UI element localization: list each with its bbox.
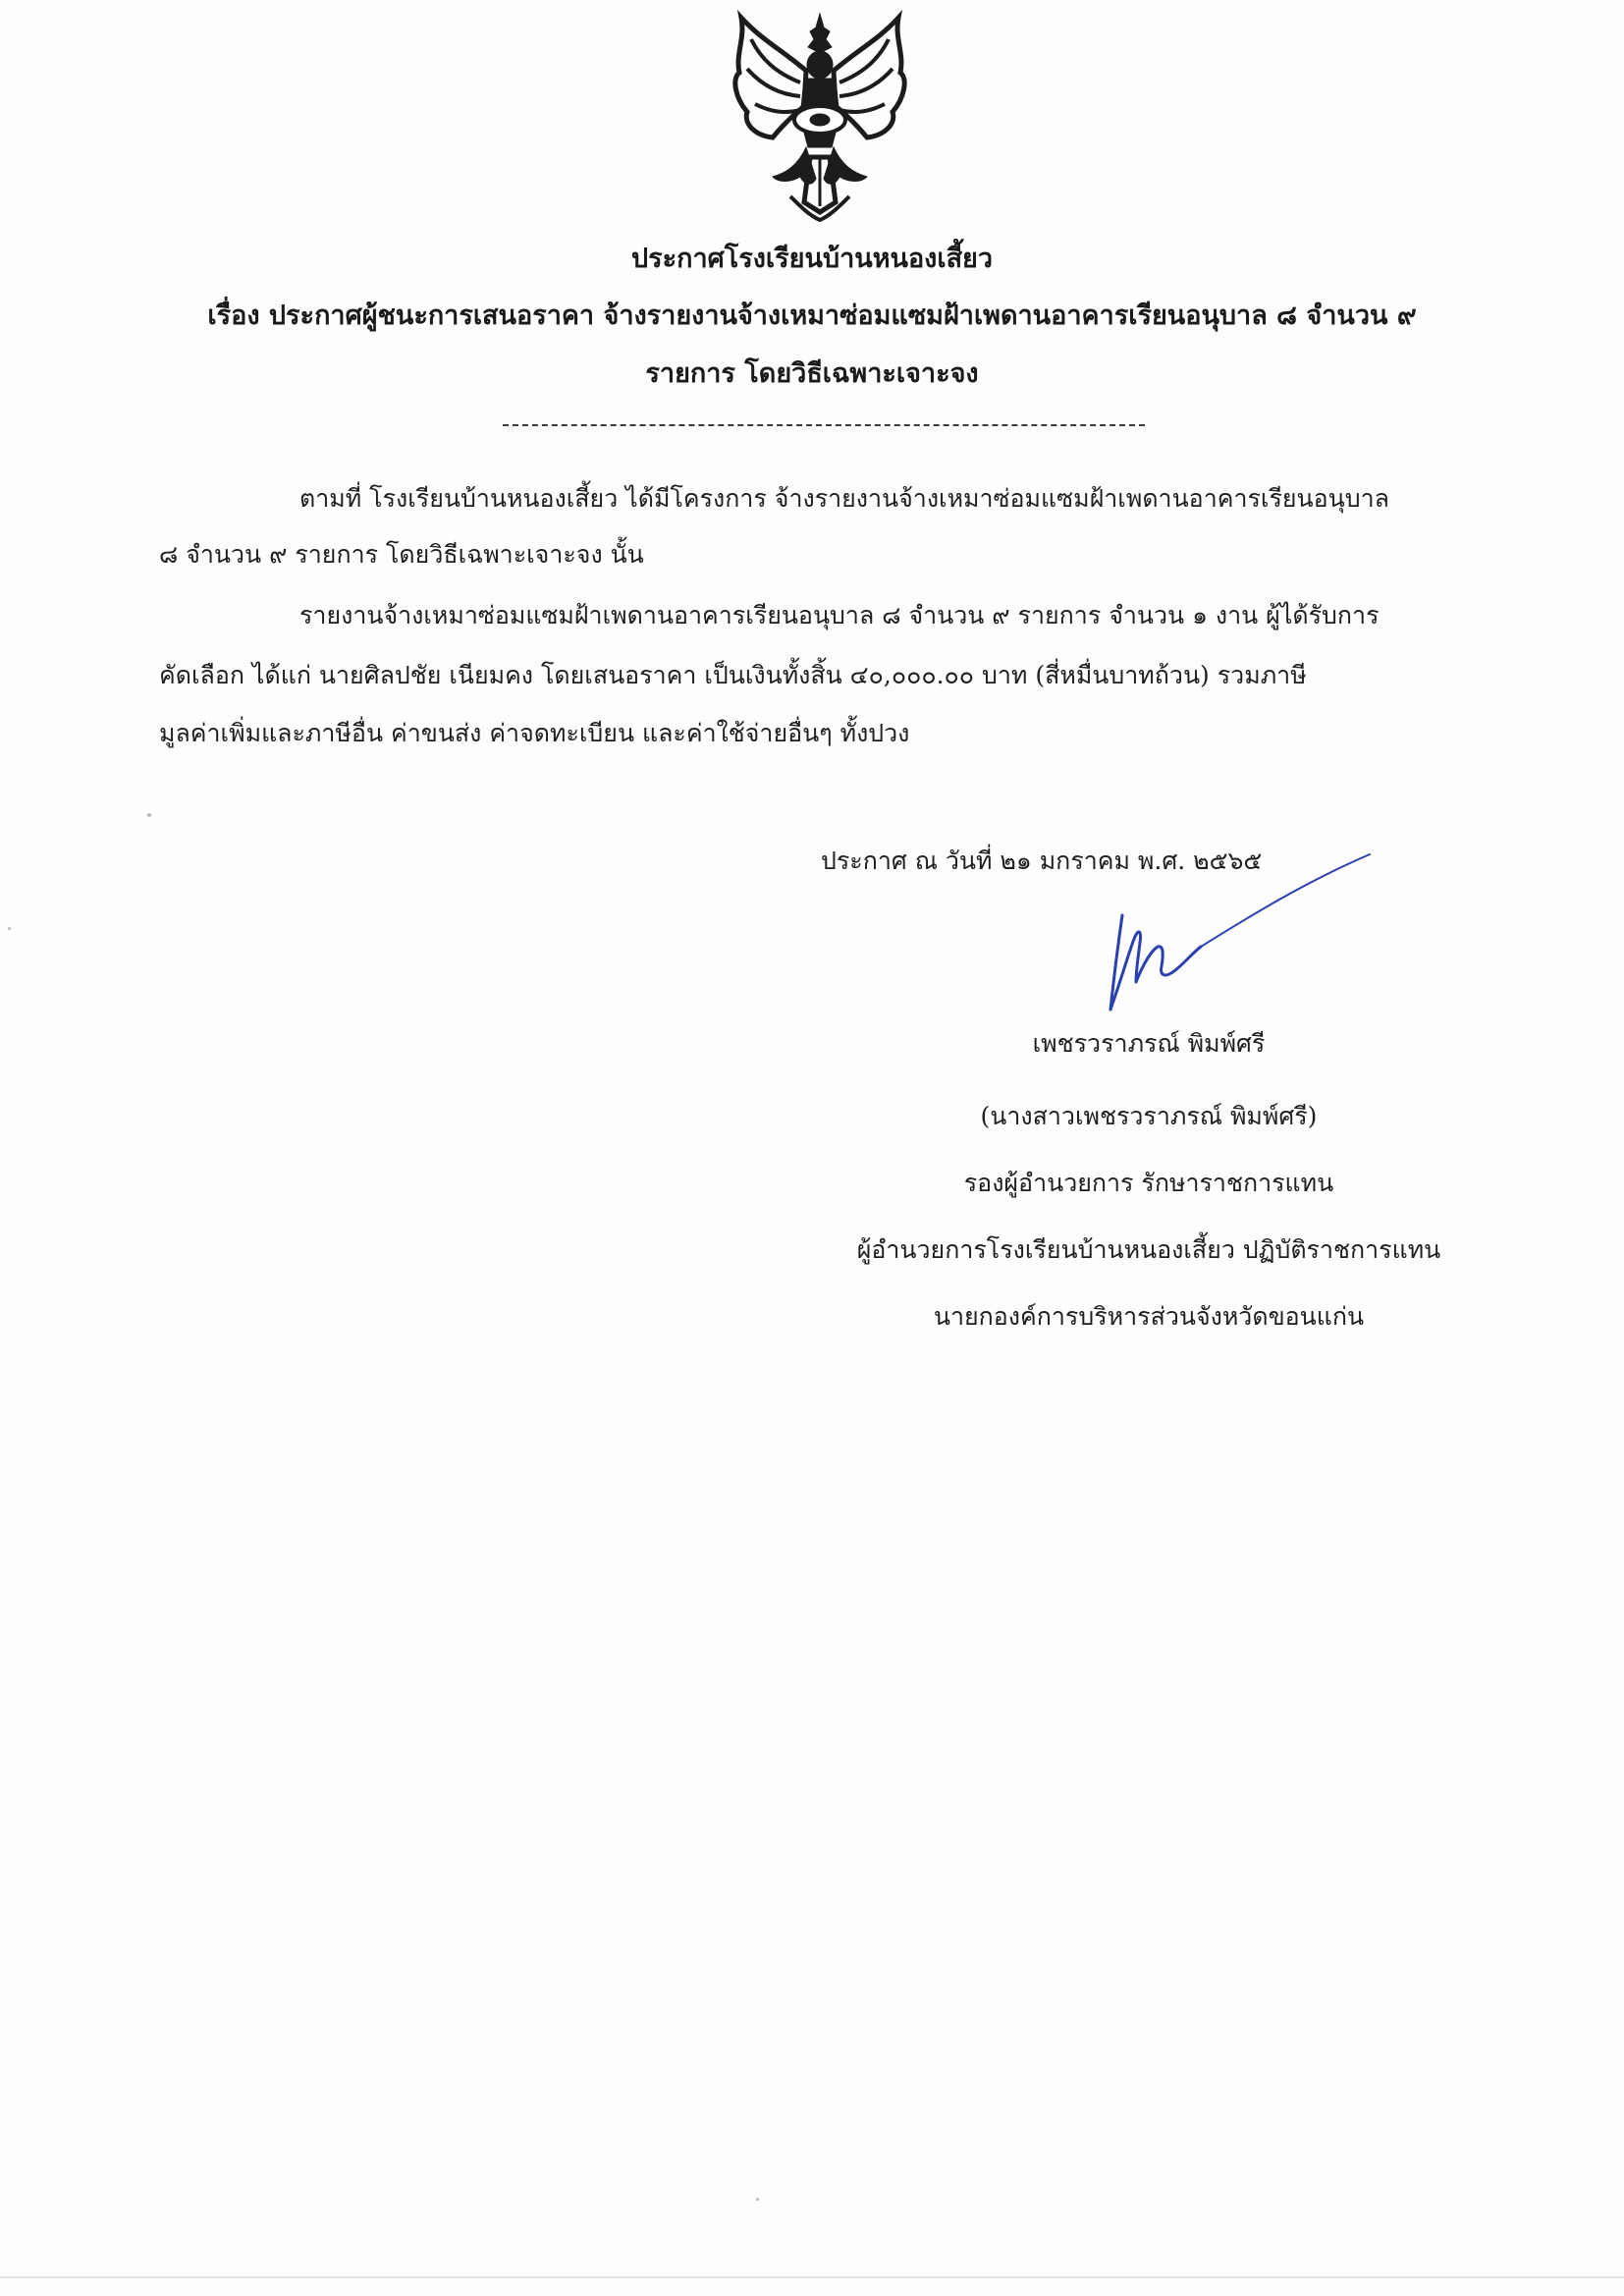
scan-speck bbox=[147, 813, 151, 817]
announcement-title: ประกาศโรงเรียนบ้านหนองเสี้ยว bbox=[630, 244, 994, 274]
signer-signed-name: เพชรวราภรณ์ พิมพ์ศรี bbox=[1032, 1029, 1266, 1058]
separator-line bbox=[503, 424, 1145, 426]
subject-line-1: เรื่อง ประกาศผู้ชนะการเสนอราคา จ้างรายงานจ้างเหมาซ่อมแซมฝ้าเพดานอาคารเรียนอนุบาล ๘ จำนวน ๙ bbox=[207, 301, 1417, 331]
scan-bottom-edge bbox=[0, 2276, 1624, 2278]
subject-line-2: รายการ โดยวิธีเฉพาะเจาะจง bbox=[645, 358, 979, 389]
scan-speck bbox=[8, 927, 11, 930]
paragraph-1-line-2: ๘ จำนวน ๙ รายการ โดยวิธีเฉพาะเจาะจง นั้น bbox=[159, 540, 644, 569]
paragraph-2-line-3: มูลค่าเพิ่มและภาษีอื่น ค่าขนส่ง ค่าจดทะเบียน และค่าใช้จ่ายอื่นๆ ทั้งปวง bbox=[159, 719, 910, 747]
garuda-emblem-icon bbox=[722, 10, 918, 226]
signer-full-name: (นางสาวเพชรวราภรณ์ พิมพ์ศรี) bbox=[980, 1102, 1318, 1130]
announcement-date: ประกาศ ณ วันที่ ๒๑ มกราคม พ.ศ. ๒๕๖๕ bbox=[821, 847, 1263, 875]
paragraph-1-line-1: ตามที่ โรงเรียนบ้านหนองเสี้ยว ได้มีโครงการ จ้างรายงานจ้างเหมาซ่อมแซมฝ้าเพดานอาคารเรียนอนุบาล bbox=[299, 484, 1389, 513]
signer-position-3: นายกองค์การบริหารส่วนจังหวัดขอนแก่น bbox=[933, 1302, 1365, 1331]
paragraph-2-line-1: รายงานจ้างเหมาซ่อมแซมฝ้าเพดานอาคารเรียนอนุบาล ๘ จำนวน ๙ รายการ จำนวน ๑ งาน ผู้ได้รับการ bbox=[299, 601, 1380, 629]
paragraph-2-line-2: คัดเลือก ได้แก่ นายศิลปชัย เนียมคง โดยเสนอราคา เป็นเงินทั้งสิ้น ๔๐,๐๐๐.๐๐ บาท (สี่หมื่นบาทถ้วน) รวมภาษี bbox=[159, 661, 1307, 689]
signer-position-1: รองผู้อำนวยการ รักษาราชการแทน bbox=[963, 1169, 1334, 1197]
scan-speck bbox=[756, 2198, 759, 2201]
signer-position-2: ผู้อำนวยการโรงเรียนบ้านหนองเสี้ยว ปฏิบัติราชการแทน bbox=[856, 1235, 1441, 1264]
handwritten-signature bbox=[1075, 845, 1380, 1021]
